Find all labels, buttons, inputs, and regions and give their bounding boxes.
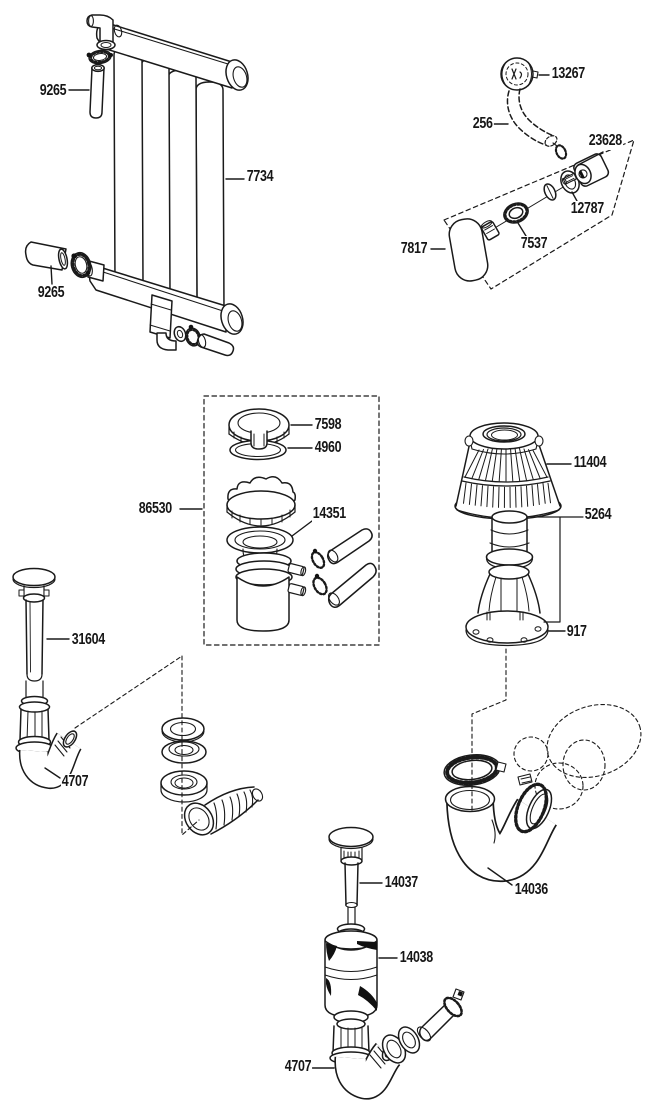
part-label-5264: 5264	[584, 506, 612, 523]
oil-cooler-7734-drawing	[85, 22, 252, 356]
part-label-13267: 13267	[551, 65, 585, 82]
part-label-14351: 14351	[312, 505, 346, 522]
part-label-14037: 14037	[384, 874, 418, 891]
part-label-9265-upper: 9265	[39, 82, 67, 99]
part-label-7537: 7537	[520, 235, 548, 252]
part-label-14038: 14038	[399, 949, 433, 966]
part-label-4960: 4960	[314, 439, 342, 456]
part-label-256: 256	[472, 115, 493, 132]
part-label-31604: 31604	[71, 631, 105, 648]
hose-9265-upper-drawing	[87, 15, 115, 118]
part-label-917: 917	[566, 623, 587, 640]
cap-assembly-86530-drawing	[204, 396, 379, 645]
alignment-guides	[75, 649, 506, 835]
sender-assembly-drawing	[444, 58, 634, 289]
part-label-4707-left: 4707	[61, 773, 89, 790]
part-label-12787: 12787	[570, 200, 604, 217]
part-label-7734: 7734	[246, 168, 274, 185]
part-label-14036: 14036	[514, 881, 548, 898]
washers-boot-drawing	[161, 718, 265, 840]
hose-9265-lower-drawing	[26, 242, 94, 280]
filler-tube-drawing	[13, 569, 79, 775]
canister-group-drawing	[325, 828, 465, 1084]
air-cleaner-drawing	[455, 423, 583, 646]
part-label-7598: 7598	[314, 416, 342, 433]
part-label-23628: 23628	[588, 132, 622, 149]
part-label-11404: 11404	[573, 454, 607, 471]
part-label-7817: 7817	[400, 240, 428, 257]
part-label-9265-lower: 9265	[37, 284, 65, 301]
part-label-4707-lower: 4707	[284, 1058, 312, 1075]
elbow-hose-14036-drawing	[442, 693, 650, 858]
part-label-86530: 86530	[138, 500, 172, 517]
